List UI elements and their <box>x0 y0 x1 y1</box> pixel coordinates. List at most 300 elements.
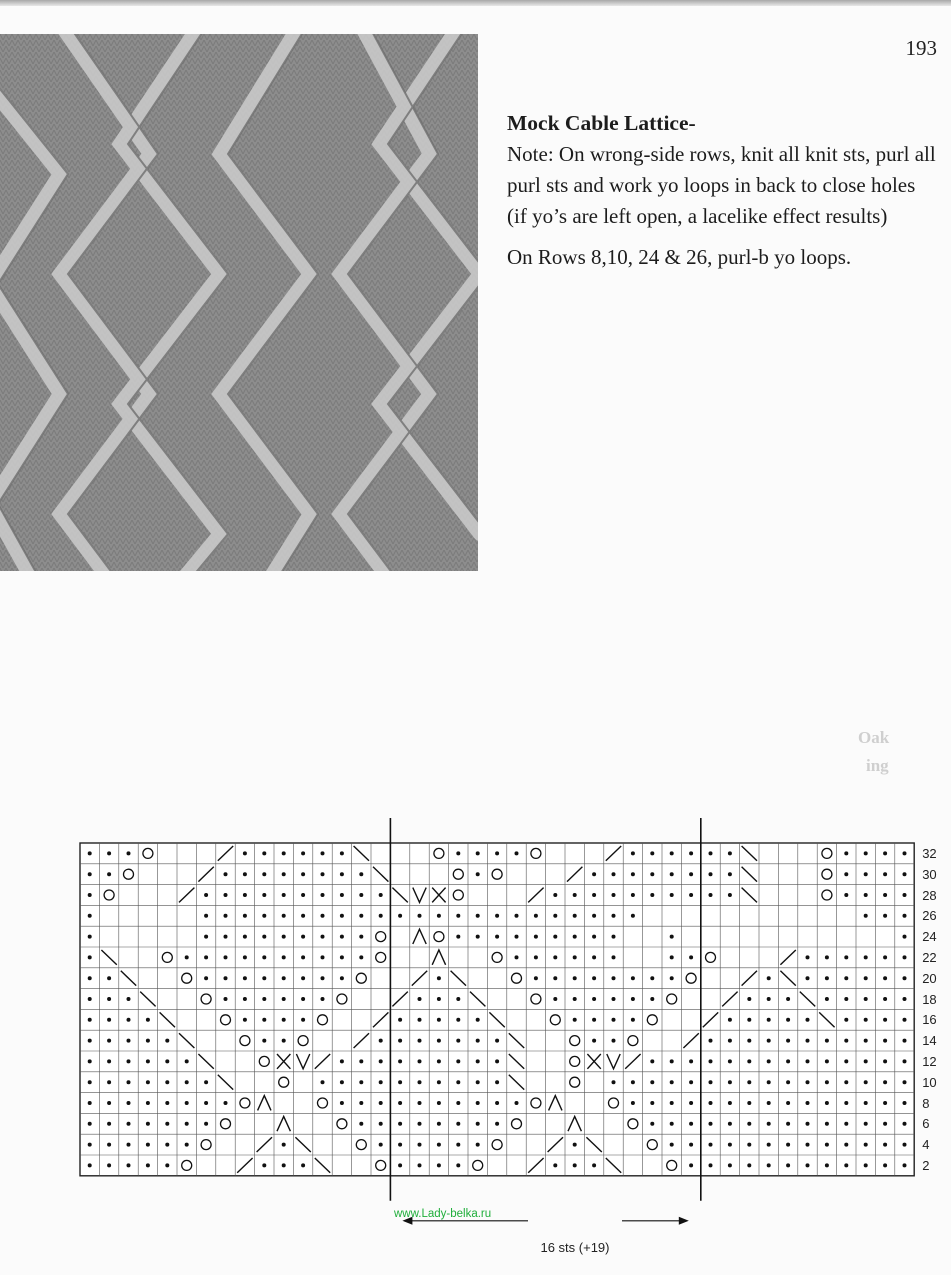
purl-dot <box>767 1039 771 1043</box>
purl-dot <box>204 914 208 918</box>
purl-dot <box>476 935 480 939</box>
purl-dot <box>456 1101 460 1105</box>
pattern-title: Mock Cable Lattice- <box>507 111 696 135</box>
purl-dot <box>243 872 247 876</box>
purl-dot <box>573 935 577 939</box>
purl-dot <box>670 851 674 855</box>
purl-dot <box>185 1143 189 1147</box>
purl-dot <box>476 1039 480 1043</box>
purl-dot <box>437 1163 441 1167</box>
row-number: 26 <box>922 908 937 924</box>
purl-dot <box>592 976 596 980</box>
purl-dot <box>650 1059 654 1063</box>
purl-dot <box>903 914 907 918</box>
purl-dot <box>321 935 325 939</box>
purl-dot <box>573 1163 577 1167</box>
purl-dot <box>767 1018 771 1022</box>
purl-dot <box>165 1080 169 1084</box>
purl-dot <box>282 935 286 939</box>
purl-dot <box>903 1143 907 1147</box>
purl-dot <box>728 872 732 876</box>
purl-dot <box>127 1080 131 1084</box>
purl-dot <box>224 1101 228 1105</box>
purl-dot <box>728 1080 732 1084</box>
purl-dot <box>185 1080 189 1084</box>
purl-dot <box>476 1101 480 1105</box>
purl-dot <box>650 997 654 1001</box>
purl-dot <box>359 914 363 918</box>
purl-dot <box>747 1059 751 1063</box>
purl-dot <box>515 1101 519 1105</box>
purl-dot <box>301 893 305 897</box>
purl-dot <box>670 955 674 959</box>
purl-dot <box>553 997 557 1001</box>
purl-dot <box>650 1122 654 1126</box>
purl-dot <box>127 851 131 855</box>
purl-dot <box>243 851 247 855</box>
purl-dot <box>282 1163 286 1167</box>
purl-dot <box>301 955 305 959</box>
purl-dot <box>456 1059 460 1063</box>
purl-dot <box>398 1059 402 1063</box>
purl-dot <box>301 935 305 939</box>
purl-dot <box>282 872 286 876</box>
purl-dot <box>88 997 92 1001</box>
purl-dot <box>903 872 907 876</box>
purl-dot <box>844 872 848 876</box>
purl-dot <box>612 872 616 876</box>
purl-dot <box>495 1039 499 1043</box>
purl-dot <box>844 1039 848 1043</box>
purl-dot <box>437 914 441 918</box>
purl-dot <box>301 914 305 918</box>
purl-dot <box>883 976 887 980</box>
purl-dot <box>359 872 363 876</box>
purl-dot <box>670 976 674 980</box>
purl-dot <box>825 1039 829 1043</box>
purl-dot <box>301 976 305 980</box>
purl-dot <box>786 997 790 1001</box>
purl-dot <box>767 997 771 1001</box>
purl-dot <box>476 1018 480 1022</box>
purl-dot <box>709 851 713 855</box>
purl-dot <box>903 1059 907 1063</box>
purl-dot <box>612 1039 616 1043</box>
purl-dot <box>553 914 557 918</box>
purl-dot <box>437 1143 441 1147</box>
purl-dot <box>903 1163 907 1167</box>
purl-dot <box>398 1163 402 1167</box>
purl-dot <box>418 997 422 1001</box>
bleed-through-text-2: ing <box>866 756 889 775</box>
purl-dot <box>107 872 111 876</box>
purl-dot <box>864 1080 868 1084</box>
purl-dot <box>883 1080 887 1084</box>
purl-dot <box>903 997 907 1001</box>
purl-dot <box>786 1018 790 1022</box>
purl-dot <box>359 1101 363 1105</box>
purl-dot <box>844 1163 848 1167</box>
purl-dot <box>88 1059 92 1063</box>
purl-dot <box>146 1163 150 1167</box>
purl-dot <box>592 935 596 939</box>
purl-dot <box>204 893 208 897</box>
row-number: 18 <box>922 991 937 1007</box>
purl-dot <box>903 1018 907 1022</box>
purl-dot <box>786 1101 790 1105</box>
purl-dot <box>825 1101 829 1105</box>
purl-dot <box>359 893 363 897</box>
purl-dot <box>107 1039 111 1043</box>
purl-dot <box>592 1018 596 1022</box>
purl-dot <box>728 1101 732 1105</box>
purl-dot <box>301 997 305 1001</box>
purl-dot <box>437 1059 441 1063</box>
purl-dot <box>728 1122 732 1126</box>
purl-dot <box>844 1122 848 1126</box>
purl-dot <box>262 893 266 897</box>
purl-dot <box>379 1059 383 1063</box>
purl-dot <box>88 1122 92 1126</box>
purl-dot <box>612 1080 616 1084</box>
purl-dot <box>243 935 247 939</box>
purl-dot <box>437 1122 441 1126</box>
purl-dot <box>573 893 577 897</box>
purl-dot <box>670 935 674 939</box>
purl-dot <box>379 1039 383 1043</box>
purl-dot <box>631 872 635 876</box>
purl-dot <box>437 1039 441 1043</box>
purl-dot <box>631 976 635 980</box>
purl-dot <box>553 1163 557 1167</box>
purl-dot <box>806 1163 810 1167</box>
arrow-head-right <box>679 1217 689 1225</box>
purl-dot <box>844 1080 848 1084</box>
purl-dot <box>709 1143 713 1147</box>
purl-dot <box>88 955 92 959</box>
purl-dot <box>204 935 208 939</box>
purl-dot <box>107 1018 111 1022</box>
purl-dot <box>418 1122 422 1126</box>
purl-dot <box>825 976 829 980</box>
purl-dot <box>592 872 596 876</box>
purl-dot <box>631 997 635 1001</box>
purl-dot <box>689 893 693 897</box>
purl-dot <box>592 1039 596 1043</box>
purl-dot <box>204 1122 208 1126</box>
purl-dot <box>495 1122 499 1126</box>
purl-dot <box>786 1163 790 1167</box>
purl-dot <box>379 914 383 918</box>
purl-dot <box>786 1059 790 1063</box>
purl-dot <box>903 1101 907 1105</box>
purl-dot <box>709 872 713 876</box>
purl-dot <box>282 1018 286 1022</box>
purl-dot <box>883 955 887 959</box>
purl-dot <box>883 851 887 855</box>
purl-dot <box>476 851 480 855</box>
purl-dot <box>864 1018 868 1022</box>
purl-dot <box>903 976 907 980</box>
pattern-note: Note: On wrong-side rows, knit all knit sts, purl all purl sts and work yo loops in back to close holes (if yo’s are left open, a lacelike effect results) <box>507 142 936 228</box>
purl-dot <box>670 893 674 897</box>
purl-dot <box>534 935 538 939</box>
purl-dot <box>670 1101 674 1105</box>
purl-dot <box>262 935 266 939</box>
purl-dot <box>88 1039 92 1043</box>
purl-dot <box>262 976 266 980</box>
purl-dot <box>398 1101 402 1105</box>
purl-dot <box>88 1018 92 1022</box>
purl-dot <box>359 935 363 939</box>
purl-dot <box>340 893 344 897</box>
purl-dot <box>146 1039 150 1043</box>
purl-dot <box>321 893 325 897</box>
purl-dot <box>456 1018 460 1022</box>
purl-dot <box>301 872 305 876</box>
purl-dot <box>127 1101 131 1105</box>
purl-dot <box>631 1101 635 1105</box>
purl-dot <box>670 1059 674 1063</box>
purl-dot <box>825 1143 829 1147</box>
purl-dot <box>418 1059 422 1063</box>
purl-dot <box>495 1080 499 1084</box>
purl-dot <box>573 997 577 1001</box>
purl-dot <box>146 1018 150 1022</box>
purl-dot <box>107 851 111 855</box>
purl-dot <box>806 976 810 980</box>
purl-dot <box>844 955 848 959</box>
purl-dot <box>806 955 810 959</box>
purl-dot <box>844 997 848 1001</box>
purl-dot <box>224 935 228 939</box>
purl-dot <box>786 1122 790 1126</box>
purl-dot <box>243 955 247 959</box>
purl-dot <box>379 893 383 897</box>
purl-dot <box>107 1059 111 1063</box>
purl-dot <box>282 893 286 897</box>
purl-dot <box>398 1018 402 1022</box>
purl-dot <box>146 1143 150 1147</box>
purl-dot <box>728 851 732 855</box>
purl-dot <box>262 1018 266 1022</box>
purl-dot <box>592 1163 596 1167</box>
purl-dot <box>689 1080 693 1084</box>
purl-dot <box>476 1143 480 1147</box>
purl-dot <box>185 955 189 959</box>
purl-dot <box>340 955 344 959</box>
purl-dot <box>825 1163 829 1167</box>
purl-dot <box>747 1143 751 1147</box>
purl-dot <box>204 955 208 959</box>
bleed-through-text-1: Oak <box>858 728 890 747</box>
purl-dot <box>398 1039 402 1043</box>
purl-dot <box>592 914 596 918</box>
row-number: 14 <box>922 1033 937 1049</box>
purl-dot <box>825 1122 829 1126</box>
purl-dot <box>612 935 616 939</box>
purl-dot <box>844 1059 848 1063</box>
row-number: 22 <box>922 950 937 965</box>
purl-dot <box>903 1039 907 1043</box>
purl-dot <box>864 1039 868 1043</box>
purl-dot <box>418 1101 422 1105</box>
purl-dot <box>282 997 286 1001</box>
purl-dot <box>321 872 325 876</box>
purl-dot <box>806 1018 810 1022</box>
purl-dot <box>185 1122 189 1126</box>
purl-dot <box>224 955 228 959</box>
purl-dot <box>767 1143 771 1147</box>
purl-dot <box>709 1101 713 1105</box>
purl-dot <box>127 1163 131 1167</box>
purl-dot <box>631 1018 635 1022</box>
purl-dot <box>340 851 344 855</box>
purl-dot <box>224 893 228 897</box>
purl-dot <box>709 1039 713 1043</box>
purl-dot <box>747 1018 751 1022</box>
row-number: 4 <box>922 1137 930 1153</box>
purl-dot <box>204 1080 208 1084</box>
purl-dot <box>340 914 344 918</box>
purl-dot <box>612 955 616 959</box>
purl-dot <box>165 1122 169 1126</box>
purl-dot <box>437 997 441 1001</box>
purl-dot <box>340 935 344 939</box>
purl-dot <box>418 914 422 918</box>
purl-dot <box>883 1163 887 1167</box>
purl-dot <box>456 851 460 855</box>
purl-dot <box>631 914 635 918</box>
purl-dot <box>883 872 887 876</box>
purl-dot <box>767 1163 771 1167</box>
purl-dot <box>456 1122 460 1126</box>
purl-dot <box>379 1080 383 1084</box>
purl-dot <box>88 935 92 939</box>
purl-dot <box>476 914 480 918</box>
purl-dot <box>825 997 829 1001</box>
purl-dot <box>612 893 616 897</box>
purl-dot <box>88 914 92 918</box>
purl-dot <box>844 976 848 980</box>
purl-dot <box>728 1163 732 1167</box>
purl-dot <box>456 1143 460 1147</box>
purl-dot <box>204 976 208 980</box>
purl-dot <box>806 1143 810 1147</box>
purl-dot <box>786 1080 790 1084</box>
purl-dot <box>456 935 460 939</box>
purl-dot <box>224 872 228 876</box>
purl-dot <box>456 1163 460 1167</box>
purl-dot <box>243 997 247 1001</box>
purl-dot <box>612 914 616 918</box>
purl-dot <box>883 1039 887 1043</box>
purl-dot <box>806 1059 810 1063</box>
purl-dot <box>321 955 325 959</box>
purl-dot <box>631 1080 635 1084</box>
purl-dot <box>883 914 887 918</box>
purl-dot <box>359 1059 363 1063</box>
purl-dot <box>321 1080 325 1084</box>
purl-dot <box>495 1059 499 1063</box>
purl-dot <box>670 1143 674 1147</box>
purl-dot <box>456 1080 460 1084</box>
purl-dot <box>806 1080 810 1084</box>
pattern-instruction: On Rows 8,10, 24 & 26, purl-b yo loops. <box>507 245 852 269</box>
purl-dot <box>883 1143 887 1147</box>
purl-dot <box>398 1080 402 1084</box>
purl-dot <box>107 1080 111 1084</box>
purl-dot <box>456 914 460 918</box>
purl-dot <box>689 872 693 876</box>
purl-dot <box>612 976 616 980</box>
purl-dot <box>903 1122 907 1126</box>
purl-dot <box>107 976 111 980</box>
purl-dot <box>650 976 654 980</box>
purl-dot <box>107 1143 111 1147</box>
purl-dot <box>903 1080 907 1084</box>
purl-dot <box>786 1039 790 1043</box>
purl-dot <box>844 851 848 855</box>
purl-dot <box>243 914 247 918</box>
purl-dot <box>534 914 538 918</box>
purl-dot <box>476 1059 480 1063</box>
purl-dot <box>864 893 868 897</box>
purl-dot <box>282 851 286 855</box>
purl-dot <box>670 1080 674 1084</box>
purl-dot <box>262 955 266 959</box>
purl-dot <box>747 1122 751 1126</box>
purl-dot <box>728 1059 732 1063</box>
purl-dot <box>767 1080 771 1084</box>
purl-dot <box>631 851 635 855</box>
purl-dot <box>146 1122 150 1126</box>
purl-dot <box>127 997 131 1001</box>
purl-dot <box>573 914 577 918</box>
purl-dot <box>883 893 887 897</box>
purl-dot <box>844 893 848 897</box>
purl-dot <box>262 851 266 855</box>
purl-dot <box>553 893 557 897</box>
purl-dot <box>107 1101 111 1105</box>
row-number: 30 <box>922 866 937 882</box>
purl-dot <box>689 955 693 959</box>
purl-dot <box>224 914 228 918</box>
purl-dot <box>359 1080 363 1084</box>
purl-dot <box>398 914 402 918</box>
purl-dot <box>709 893 713 897</box>
purl-dot <box>573 976 577 980</box>
purl-dot <box>88 1080 92 1084</box>
purl-dot <box>262 872 266 876</box>
purl-dot <box>379 1122 383 1126</box>
purl-dot <box>127 1143 131 1147</box>
purl-dot <box>340 1059 344 1063</box>
purl-dot <box>88 893 92 897</box>
purl-dot <box>418 1163 422 1167</box>
purl-dot <box>747 1163 751 1167</box>
purl-dot <box>379 1143 383 1147</box>
purl-dot <box>340 1101 344 1105</box>
repeat-label: 16 sts (+19) <box>530 1240 620 1255</box>
purl-dot <box>146 1080 150 1084</box>
purl-dot <box>767 1059 771 1063</box>
purl-dot <box>359 955 363 959</box>
row-number: 8 <box>922 1095 930 1111</box>
purl-dot <box>495 851 499 855</box>
purl-dot <box>321 997 325 1001</box>
purl-dot <box>301 1018 305 1022</box>
